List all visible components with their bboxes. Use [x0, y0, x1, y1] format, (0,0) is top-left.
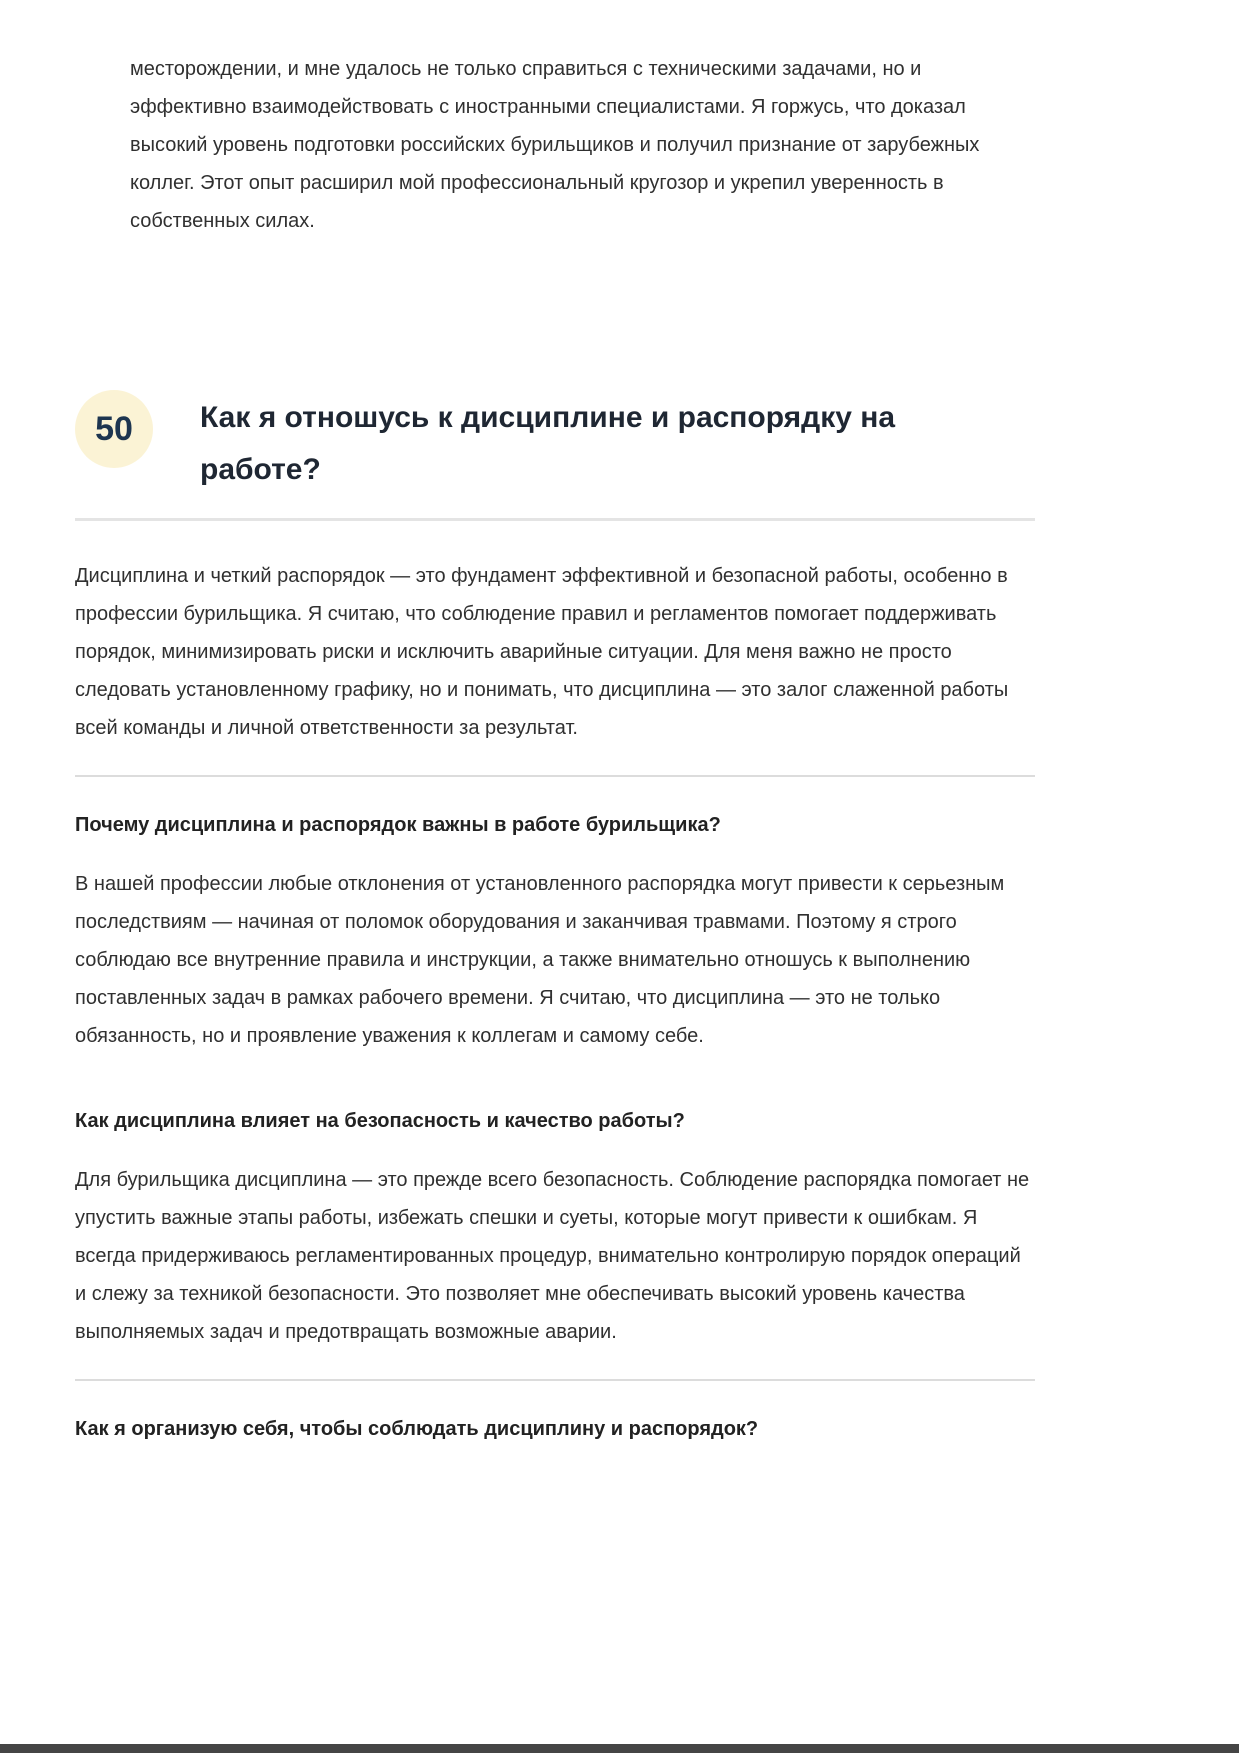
section-heading-self-organization: Как я организую себя, чтобы соблюдать дисциплину и распорядок? [75, 1418, 759, 1440]
question-number: 50 [95, 409, 133, 448]
content-column [0, 50, 1239, 1443]
section-paragraph-discipline-importance: В нашей профессии любые отклонения от установленного распорядка могут привести к серьезным последствиям — начиная от поломок оборудования и заканчивая травмами. Поэтому я строго соблюдаю все внутренние правила и инструкции, а также внимательно отношусь к выполнению поставленных задач в рамках рабочего времени. Я считаю, что дисциплина — это не только обязанность, но и проявление уважения к коллегам и самому себе. [75, 873, 1005, 1047]
question-number-badge [75, 390, 153, 468]
question-title: Как я отношусь к дисциплине и распорядку на работе? [200, 401, 896, 486]
heading-rule [75, 518, 1035, 521]
section-divider [75, 1379, 1035, 1381]
previous-answer-paragraph: месторождении, и мне удалось не только справиться с техническими задачами, но и эффективно взаимодействовать с иностранными специалистами. Я горжусь, что доказал высокий уровень подготовки российских бурильщиков и получил признание от зарубежных коллег. Этот опыт расширил мой профессиональный кругозор и укрепил уверенность в собственных силах. [130, 58, 980, 232]
page-bottom-edge [0, 1744, 1239, 1753]
intro-paragraph: Дисциплина и четкий распорядок — это фундамент эффективной и безопасной работы, особенно в профессии бурильщика. Я считаю, что соблюдение правил и регламентов помогает поддерживать порядок, минимизировать риски и исключить аварийные ситуации. Для меня важно не просто следовать установленному графику, но и понимать, что дисциплина — это залог слаженной работы всей команды и личной ответственности за результат. [75, 565, 1009, 739]
section-paragraph-safety-quality: Для бурильщика дисциплина — это прежде всего безопасность. Соблюдение распорядка помогает не упустить важные этапы работы, избежать спешки и суеты, которые могут привести к ошибкам. Я всегда придерживаюсь регламентированных процедур, внимательно контролирую порядок операций и слежу за техникой безопасности. Это позволяет мне обеспечивать высокий уровень качества выполняемых задач и предотвращать возможные аварии. [75, 1169, 1030, 1343]
question-header [75, 390, 1035, 496]
section-heading-safety-quality: Как дисциплина влияет на безопасность и качество работы? [75, 1110, 685, 1132]
section-divider [75, 775, 1035, 777]
section-heading-discipline-importance: Почему дисциплина и распорядок важны в работе бурильщика? [75, 814, 721, 836]
